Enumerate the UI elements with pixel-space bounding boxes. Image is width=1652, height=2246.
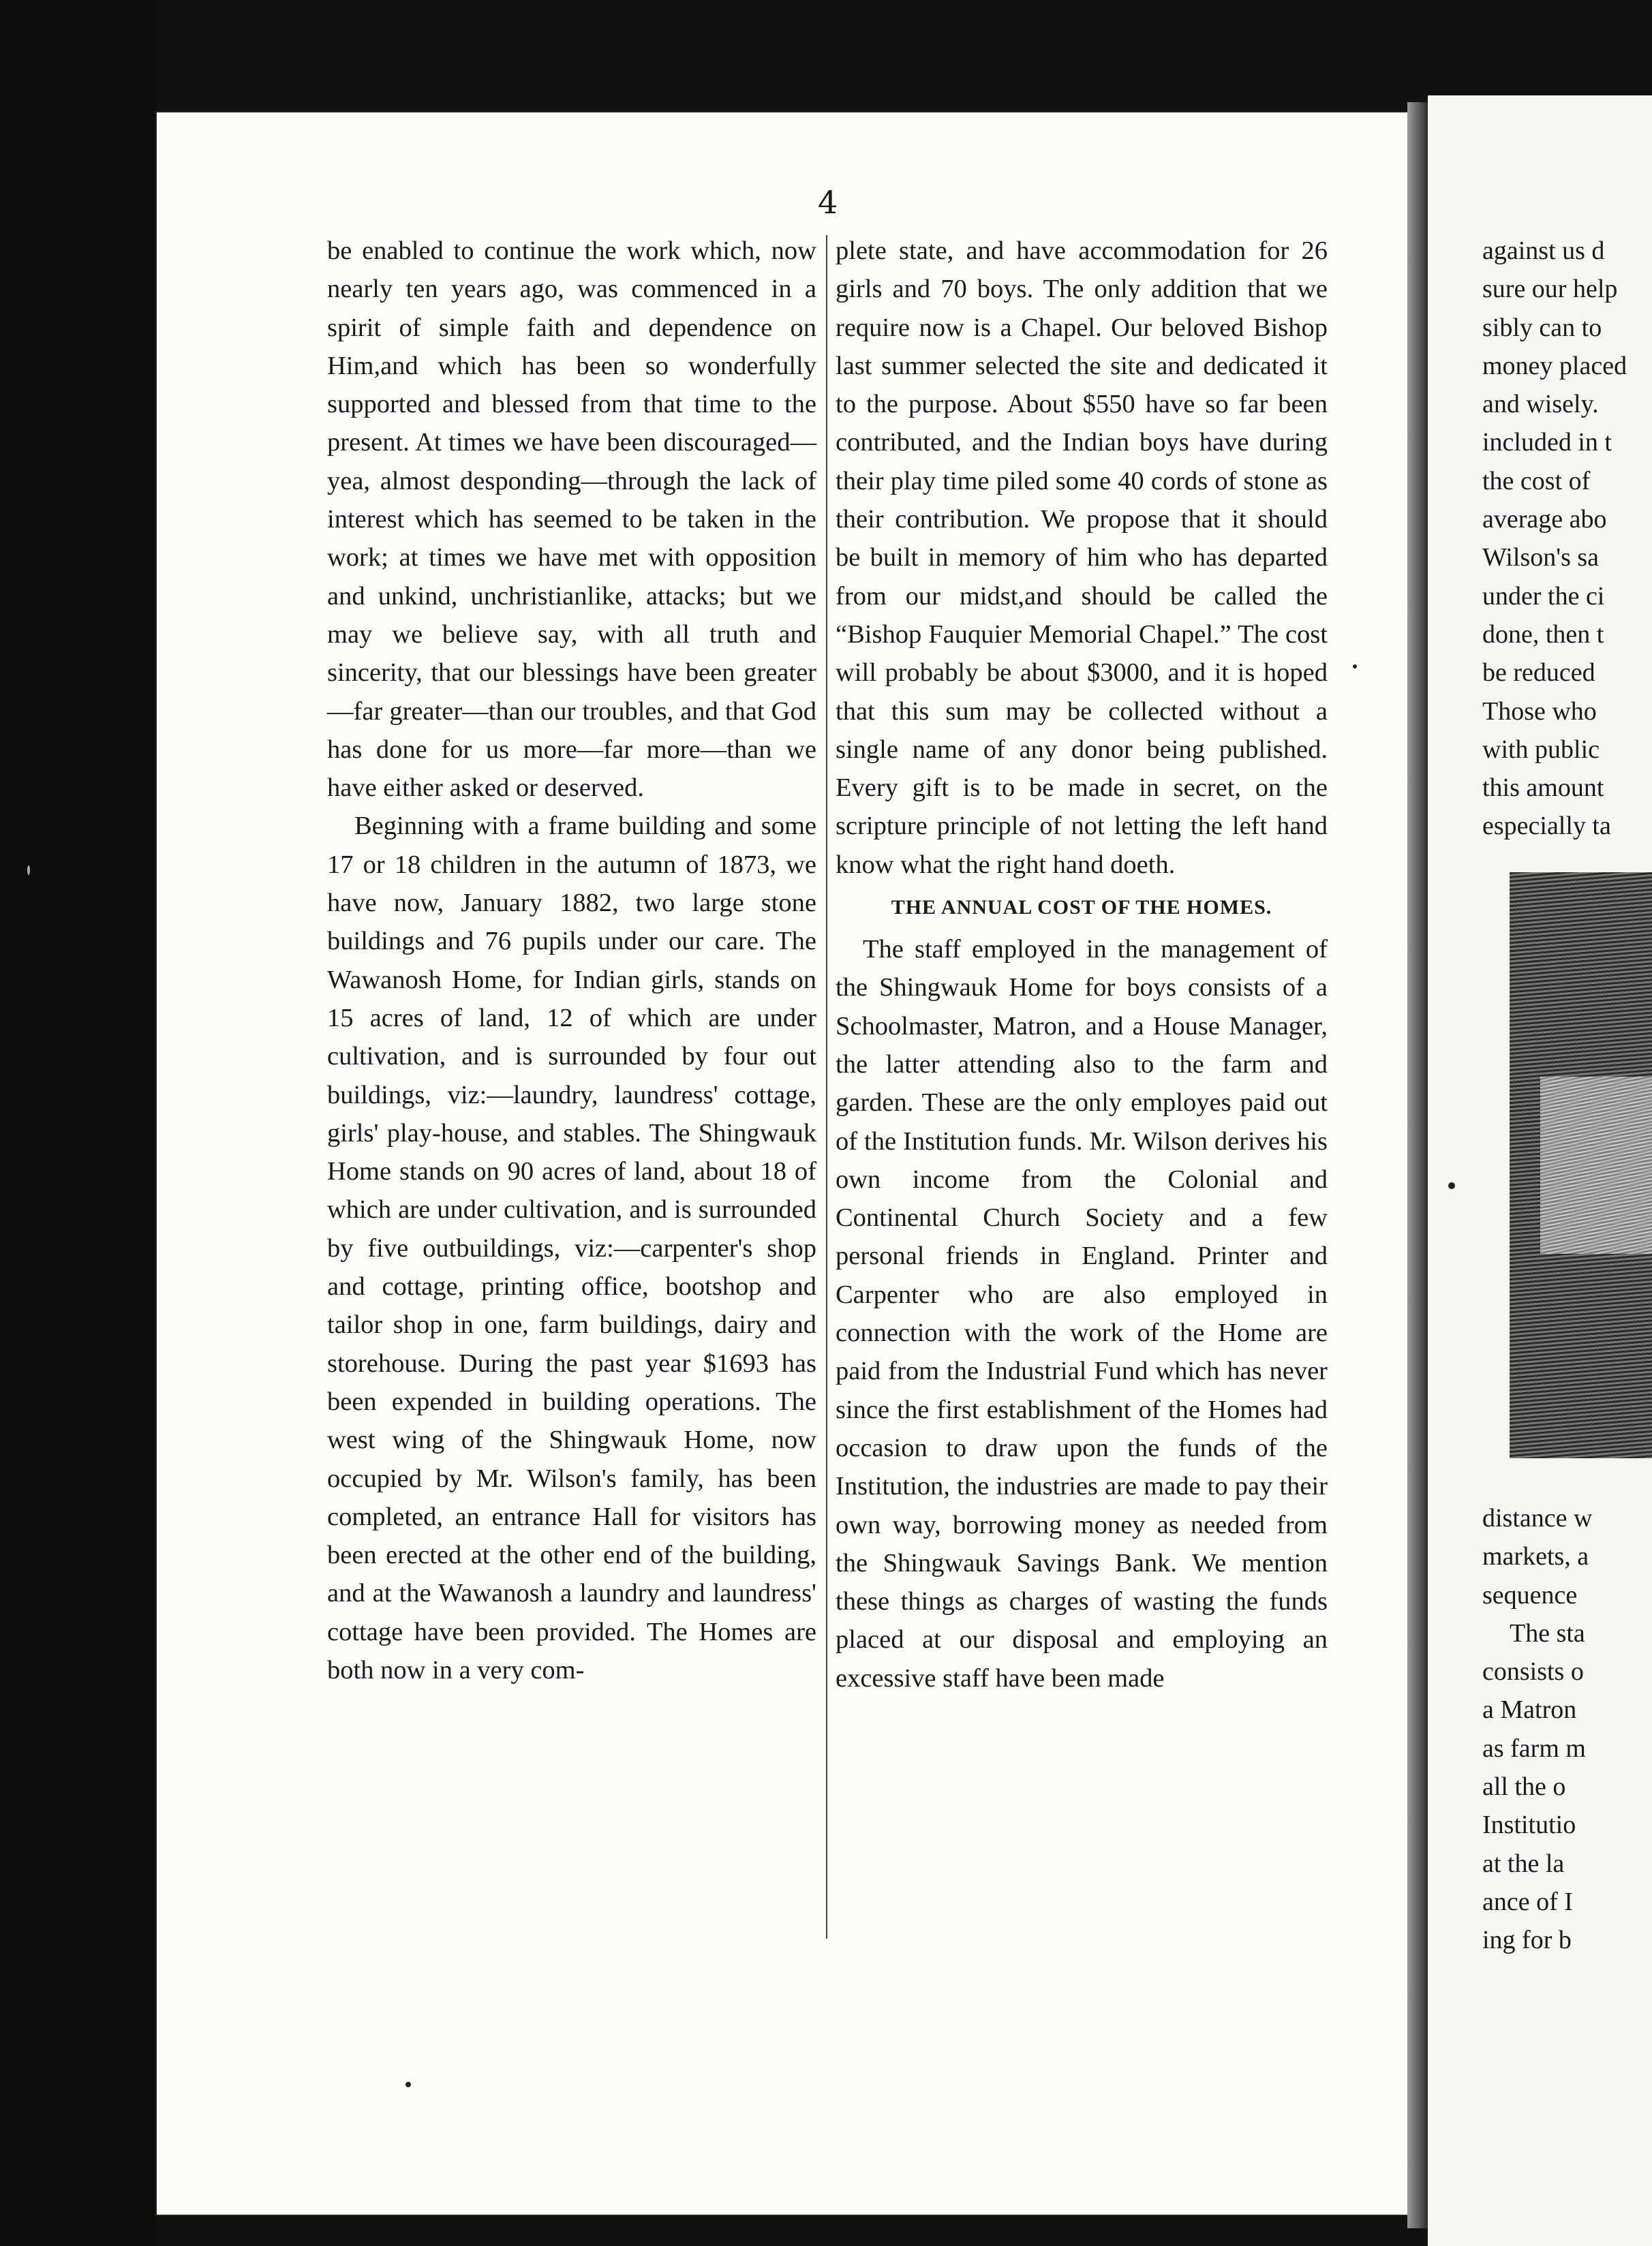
next-page-line: and wisely. <box>1482 390 1599 419</box>
next-page-line: The sta <box>1510 1618 1585 1648</box>
next-page-line: consists o <box>1482 1657 1584 1687</box>
column-divider <box>826 235 827 1939</box>
next-page-line: be reduced <box>1482 658 1595 688</box>
next-page-line: Institutio <box>1482 1811 1576 1840</box>
next-page-line: Those who <box>1482 696 1597 726</box>
next-page-line: ance of I <box>1482 1887 1573 1916</box>
next-page-line: average abo <box>1482 505 1607 534</box>
next-page-line: distance w <box>1482 1504 1593 1533</box>
next-page-line: included in t <box>1482 428 1612 457</box>
next-page-line: a Matron <box>1482 1695 1577 1725</box>
next-page-line: the cost of <box>1482 466 1591 495</box>
next-page-line: sure our help <box>1482 275 1618 304</box>
book-spine <box>1407 102 1428 2228</box>
next-page-line: this amount <box>1482 773 1604 803</box>
next-page-column-bottom <box>1482 1499 1652 1960</box>
next-page-line: especially ta <box>1482 812 1611 841</box>
scan-left-margin <box>0 0 157 2246</box>
next-page-line: done, then t <box>1482 619 1604 649</box>
paragraph-right-1: plete state, and have accommodation for 26 girls and 70 boys. The only addition that we require now is a Chapel. Our beloved Bishop last summer selected the site and dedicated it to the purpose. About $550 have so far been contributed, and the Indian boys have during their play time piled some 40 cords of stone as their contribution. We propose that it should be built in memory of him who has departed from our midst,and should be called the “Bishop Fauquier Memorial Chapel.” The cost will probably be about $3000, and it is hoped that this sum may be collected without a single name of any donor being published. Every gift is to be made in secret, on the scripture principle of not letting the left hand know what the right hand doeth. <box>836 236 1328 879</box>
scan-speck <box>1353 664 1357 668</box>
next-page-line: with public <box>1482 735 1600 764</box>
next-page-line: money placed <box>1482 351 1627 380</box>
next-page-column-top <box>1482 232 1652 846</box>
next-page-line: ing for b <box>1482 1926 1572 1955</box>
next-page-line: sibly can to <box>1482 313 1602 342</box>
section-heading: THE ANNUAL COST OF THE HOMES. <box>891 896 1272 919</box>
page-number: 4 <box>818 184 838 221</box>
column-right <box>836 232 1328 1697</box>
next-page-line: all the o <box>1482 1772 1566 1802</box>
next-page-line: against us d <box>1482 236 1605 265</box>
paragraph-left-2: Beginning with a frame building and some 17 or 18 children in the autumn of 1873, we have now, January 1882, two large stone buildings and 76 pupils under our care. The Wawanosh Home, for Indian girls, stands on 15 acres of land, 12 of which are under cultivation, and is surrounded by four out buildings, viz:—laundry, laundress' cottage, girls' play-house, and stables. The Shingwauk Home stands on 90 acres of land, about 18 of which are under cultivation, and is surrounded by five outbuildings, viz:—carpenter's shop and cottage, printing office, bootshop and tailor shop in one, farm buildings, dairy and storehouse. During the past year $1693 has been expended in building operations. The west wing of the Shingwauk Home, now occupied by Mr. Wilson's family, has been completed, an entrance Hall for visitors has been erected at the other end of the building, and at the Wawanosh a laundry and laundress' cottage have been provided. The Homes are both now in a very com- <box>327 812 816 1684</box>
paragraph-left-1: be enabled to continue the work which, now nearly ten years ago, was commenced in a spirit of simple faith and dependence on Him,and which has been so wonderfully supported and blessed from that time to the present. At times we have been discouraged—yea, almost desponding—through the lack of interest which has seemed to be taken in the work; at times we have met with opposition and unkind, unchristianlike, attacks; but we may we believe say, with all truth and sincerity, that our blessings have been greater—far greater—than our troubles, and that God has done for us more—far more—than we have either asked or deserved. <box>327 236 816 803</box>
next-page-line: sequence <box>1482 1580 1578 1610</box>
scan-speck <box>406 2082 411 2087</box>
next-page-line: at the la <box>1482 1849 1565 1878</box>
next-page-line: markets, a <box>1482 1542 1589 1571</box>
column-left <box>327 232 816 1689</box>
engraving-highlight <box>1540 1077 1652 1254</box>
next-page-line: as farm m <box>1482 1734 1586 1763</box>
next-page-line: Wilson's sa <box>1482 543 1600 572</box>
scan-speck <box>27 865 30 875</box>
next-page-line: under the ci <box>1482 581 1605 611</box>
paragraph-right-2: The staff employed in the management of the Shingwauk Home for boys consists of a Schoolmaster, Matron, and a House Manager, the latter attending also to the farm and garden. These are the only employes paid out of the Institution funds. Mr. Wilson derives his own income from the Colonial and Continental Church Society and a few personal friends in England. Printer and Carpenter who are also employed in connection with the work of the Home are paid from the Industrial Fund which has never since the first establishment of the Homes had occasion to draw upon the funds of the Institution, the industries are made to pay their own way, borrowing money as needed from the Shingwauk Savings Bank. We mention these things as charges of wasting the funds placed at our disposal and employing an excessive staff have been made <box>836 935 1328 1693</box>
scan-speck <box>1448 1182 1455 1189</box>
